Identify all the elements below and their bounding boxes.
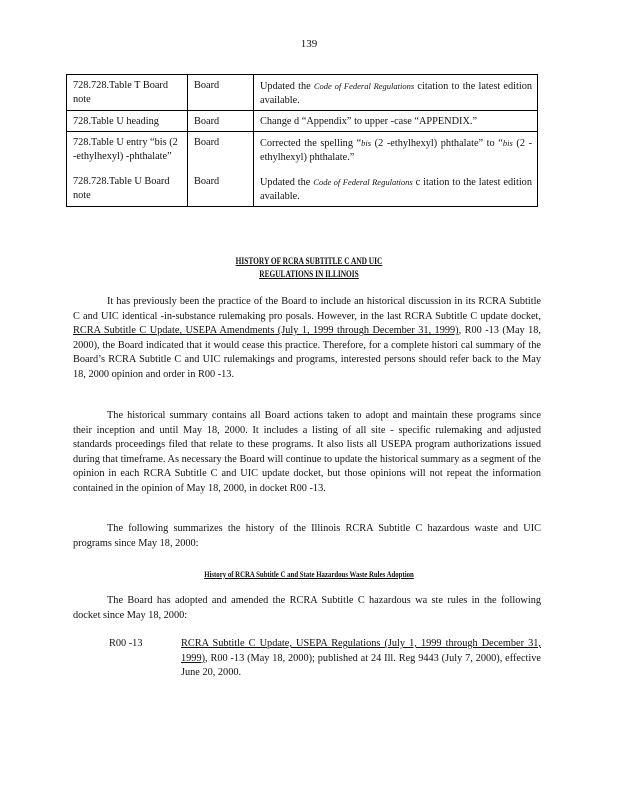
section-cell: 728.728.Table U Board note: [67, 167, 188, 207]
docket-id: R00 -13: [109, 638, 143, 649]
docket-title: RCRA Subtitle C Update, USEPA Regulations (July 1, 1999 through December 31, 1999): [181, 638, 541, 664]
docket-description: RCRA Subtitle C Update, USEPA Regulations (July 1, 1999 through December 31, 1999), R00 -13 (May 18, 2000); published at 24 Ill. Reg 9443 (July 7, 2000), effective June 20, 2000.: [181, 638, 541, 679]
adoption-history-heading: History of RCRA Subtitle C and State Hazardous Waste Rules Adoption: [204, 569, 414, 579]
source-cell: Board: [188, 132, 254, 168]
section-cell: 728.Table U entry “bis (2 -ethylhexyl) -phthalate”: [67, 132, 188, 168]
description-cell: Updated the Code of Federal Regulations citation to the latest edition available.: [254, 75, 538, 111]
paragraph-1: It has previously been the practice of the Board to include an historical discussion in its RCRA Subtitle C and UIC identical -in-substance rulemaking pro posals. However, in the last RCRA Subtitle C update docket, RCRA Subtitle C Update, USEPA Amendments (July 1, 1999 through December 31, 1999), R00 -13 (May 18, 2000), the Board indicated that it would cease this practice. Therefore, for a complete histori cal summary of the Board’s RCRA Subtitle C and UIC rulemakings and programs, interested persons should refer back to the May 18, 2000 opinion and order in R00 -13.: [73, 296, 541, 380]
section-cell: 728.728.Table T Board note: [67, 75, 188, 111]
source-cell: Board: [188, 75, 254, 111]
table-row: [67, 111, 538, 132]
table-row: [67, 75, 538, 111]
description-cell: Change d “Appendix” to upper -case “APPENDIX.”: [254, 111, 538, 132]
description-cell: Updated the Code of Federal Regulations c itation to the latest edition available.: [254, 167, 538, 207]
table-row: [67, 132, 538, 168]
paragraph-2: The historical summary contains all Board actions taken to adopt and maintain these programs since their inception and until May 18, 2000. It includes a listing of all site - specific rulemaking and adjusted standards proceedings filed that relate to these programs. It also lists all USEPA program authorizations issued during that timeframe. As necessary the Board will continue to update the historical summary as a segment of the opinion in each RCRA Subtitle C and UIC update docket, but those opinions will not repeat the information contained in the opinion of May 18, 2000, in docket R00 -13.: [73, 410, 541, 494]
docket-citation-link: RCRA Subtitle C Update, USEPA Amendments (July 1, 1999 through December 31, 1999): [73, 325, 459, 337]
table-row: [67, 167, 538, 207]
section-cell: 728.Table U heading: [67, 111, 188, 132]
source-cell: Board: [188, 111, 254, 132]
page-number: 139: [300, 38, 318, 50]
paragraph-3: The following summarizes the history of the Illinois RCRA Subtitle C hazardous waste and UIC programs since May 18, 2000:: [73, 523, 541, 549]
changes-table: [66, 74, 538, 207]
paragraph-4: The Board has adopted and amended the RCRA Subtitle C hazardous wa ste rules in the following docket since May 18, 2000:: [73, 595, 541, 621]
description-cell: Corrected the spelling “bis (2 -ethylhexyl) phthalate” to “bis (2 -ethylhexyl) phthalate.”: [254, 132, 538, 168]
source-cell: Board: [188, 167, 254, 207]
history-heading-line1: HISTORY OF RCRA SUBTITLE C AND UIC: [235, 256, 383, 266]
history-heading: [56, 255, 563, 281]
history-heading-line2: REGULATIONS IN ILLINOIS: [259, 269, 359, 279]
